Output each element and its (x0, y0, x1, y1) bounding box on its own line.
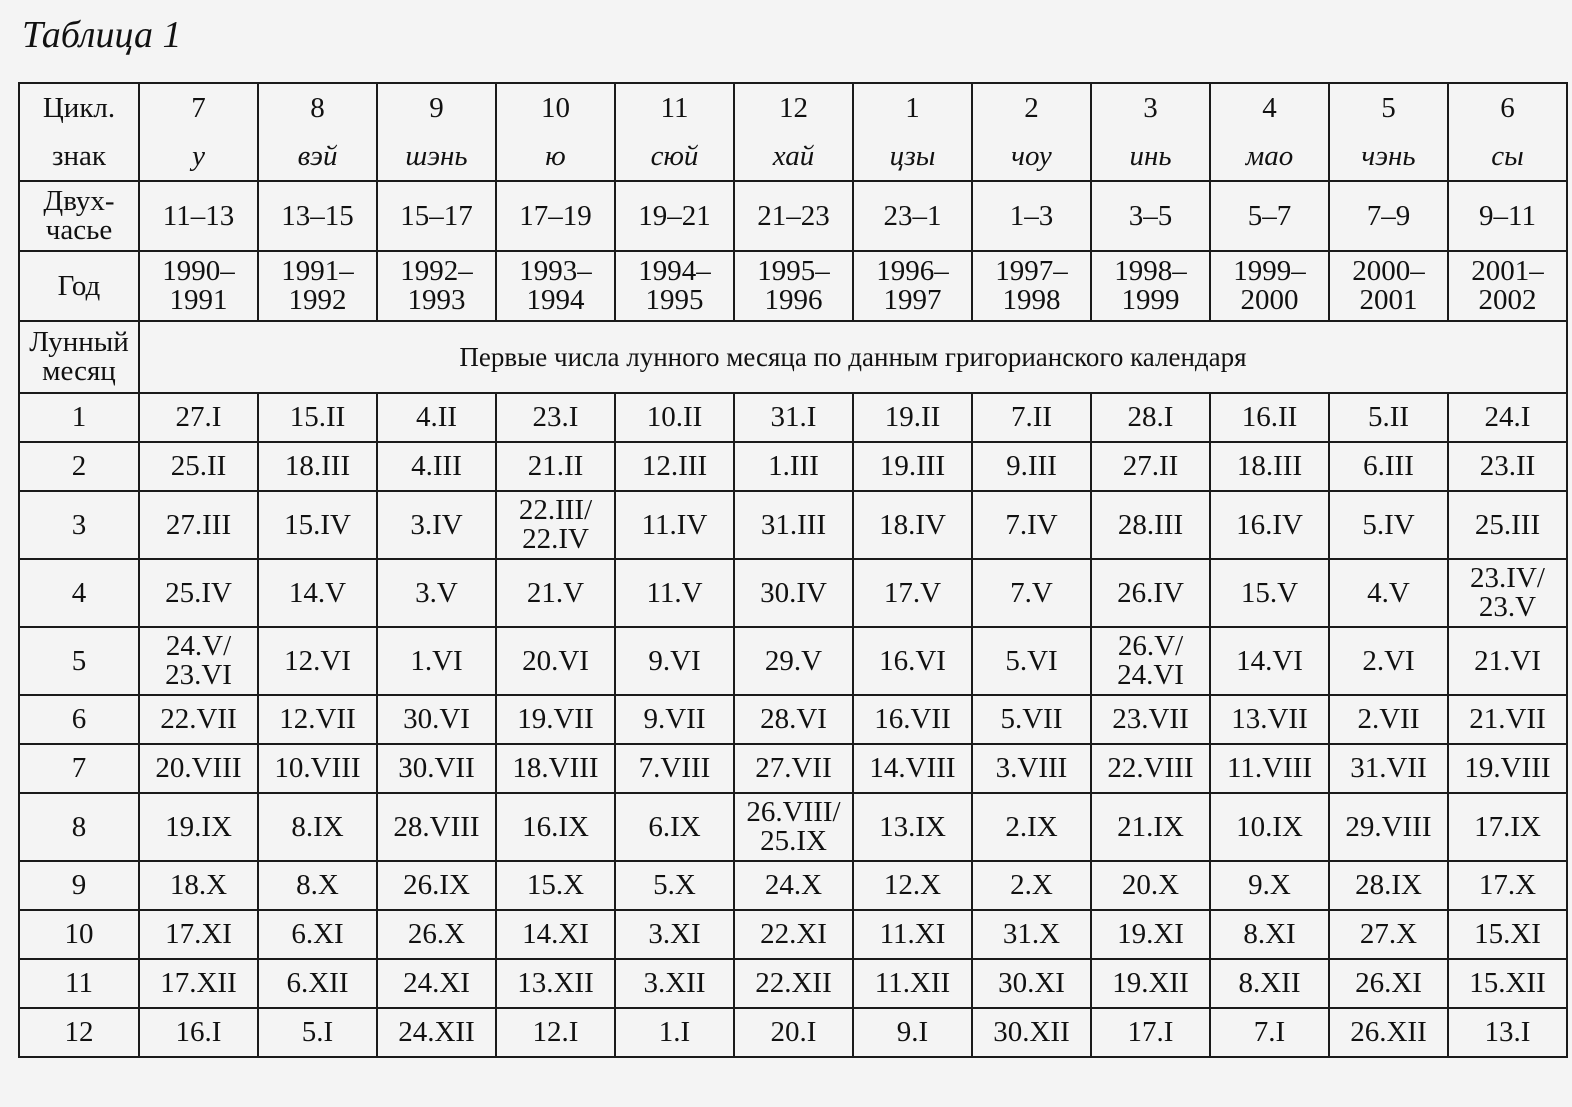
table-row (19, 491, 1567, 559)
year-cell (139, 251, 258, 321)
date-cell: 27.X (1329, 910, 1448, 959)
date-cell: 31.X (972, 910, 1091, 959)
date-cell: 21.VI (1448, 627, 1567, 695)
date-cell: 3.VIII (972, 744, 1091, 793)
date-cell: 13.I (1448, 1008, 1567, 1057)
date-cell: 18.X (139, 861, 258, 910)
cycle-number-cell: 10 (496, 83, 615, 132)
date-cell: 17.XI (139, 910, 258, 959)
date-cell: 6.XI (258, 910, 377, 959)
cycle-name-cell: чэнь (1329, 132, 1448, 181)
cycle-name-cell: мао (1210, 132, 1329, 181)
date-cell-part: 26.V/ (1117, 630, 1184, 662)
cycle-name-cell: чоу (972, 132, 1091, 181)
table-row (19, 861, 1567, 910)
table-row (19, 744, 1567, 793)
year-cell (258, 251, 377, 321)
table-caption: Таблица 1 (22, 14, 182, 56)
date-cell: 18.III (258, 442, 377, 491)
year-cell (1329, 251, 1448, 321)
year-cell (734, 251, 853, 321)
date-cell: 5.IV (1329, 491, 1448, 559)
date-cell: 30.VII (377, 744, 496, 793)
date-cell: 8.XII (1210, 959, 1329, 1008)
date-cell: 16.II (1210, 393, 1329, 442)
table-row (19, 695, 1567, 744)
hours-cell: 9–11 (1448, 181, 1567, 251)
month-number-cell: 5 (19, 627, 139, 695)
date-cell: 15.XII (1448, 959, 1567, 1008)
date-cell: 7.V (972, 559, 1091, 627)
date-cell: 30.XII (972, 1008, 1091, 1057)
date-cell: 19.VIII (1448, 744, 1567, 793)
month-number-cell: 2 (19, 442, 139, 491)
date-cell: 16.VI (853, 627, 972, 695)
month-number-cell: 9 (19, 861, 139, 910)
cycle-name-cell: шэнь (377, 132, 496, 181)
date-cell: 13.VII (1210, 695, 1329, 744)
date-cell: 14.VIII (853, 744, 972, 793)
date-cell: 21.II (496, 442, 615, 491)
date-cell: 2.VI (1329, 627, 1448, 695)
date-cell: 23.II (1448, 442, 1567, 491)
date-cell: 17.IX (1448, 793, 1567, 861)
year-row (19, 251, 1567, 321)
cycle-number-cell: 11 (615, 83, 734, 132)
cycle-number-cell: 1 (853, 83, 972, 132)
date-cell-part: 25.IX (760, 825, 827, 857)
year-cell-end: 1992 (288, 284, 347, 316)
year-cell-start: 1999– (1233, 255, 1306, 287)
date-cell: 28.VI (734, 695, 853, 744)
year-cell (377, 251, 496, 321)
cycle-name-cell: инь (1091, 132, 1210, 181)
date-cell: 5.VII (972, 695, 1091, 744)
month-section-row (19, 321, 1567, 393)
date-cell: 5.VI (972, 627, 1091, 695)
year-cell (1448, 251, 1567, 321)
month-section-title: Первые числа лунного месяца по данным григорианского календаря (139, 321, 1567, 393)
year-cell-end: 1996 (764, 284, 823, 316)
date-cell: 1.III (734, 442, 853, 491)
year-cell-end: 1999 (1121, 284, 1180, 316)
date-cell: 26.XI (1329, 959, 1448, 1008)
year-cell (496, 251, 615, 321)
month-header (19, 321, 139, 393)
date-cell (1448, 559, 1567, 627)
date-cell: 14.XI (496, 910, 615, 959)
year-cell-start: 1997– (995, 255, 1068, 287)
month-number-cell: 12 (19, 1008, 139, 1057)
month-number-cell: 8 (19, 793, 139, 861)
hours-cell: 21–23 (734, 181, 853, 251)
date-cell: 17.X (1448, 861, 1567, 910)
hours-cell: 7–9 (1329, 181, 1448, 251)
date-cell: 3.IV (377, 491, 496, 559)
date-cell-part: 23.VI (165, 659, 232, 691)
date-cell: 12.X (853, 861, 972, 910)
year-cell-start: 1998– (1114, 255, 1187, 287)
hours-cell: 1–3 (972, 181, 1091, 251)
date-cell: 31.III (734, 491, 853, 559)
date-cell: 22.XI (734, 910, 853, 959)
date-cell: 4.V (1329, 559, 1448, 627)
date-cell-part: 26.VIII/ (746, 796, 841, 828)
hours-cell: 17–19 (496, 181, 615, 251)
date-cell: 6.III (1329, 442, 1448, 491)
date-cell: 24.I (1448, 393, 1567, 442)
date-cell: 12.VI (258, 627, 377, 695)
date-cell: 9.I (853, 1008, 972, 1057)
cycle-number-cell: 9 (377, 83, 496, 132)
date-cell: 21.IX (1091, 793, 1210, 861)
year-cell-start: 1996– (876, 255, 949, 287)
date-cell: 19.III (853, 442, 972, 491)
date-cell: 26.X (377, 910, 496, 959)
date-cell (734, 793, 853, 861)
cycle-number-cell: 6 (1448, 83, 1567, 132)
date-cell: 2.X (972, 861, 1091, 910)
cycle-number-cell: 5 (1329, 83, 1448, 132)
date-cell: 24.X (734, 861, 853, 910)
date-cell: 29.VIII (1329, 793, 1448, 861)
date-cell: 7.IV (972, 491, 1091, 559)
date-cell: 9.VI (615, 627, 734, 695)
date-cell: 12.III (615, 442, 734, 491)
table-row (19, 393, 1567, 442)
date-cell-part: 22.III/ (518, 494, 593, 526)
date-cell: 12.I (496, 1008, 615, 1057)
date-cell: 28.VIII (377, 793, 496, 861)
hours-row (19, 181, 1567, 251)
date-cell: 25.IV (139, 559, 258, 627)
month-number-cell: 7 (19, 744, 139, 793)
date-cell: 28.I (1091, 393, 1210, 442)
date-cell: 16.I (139, 1008, 258, 1057)
date-cell: 31.I (734, 393, 853, 442)
date-cell: 2.VII (1329, 695, 1448, 744)
date-cell: 23.I (496, 393, 615, 442)
date-cell: 27.VII (734, 744, 853, 793)
cycle-number-cell: 12 (734, 83, 853, 132)
date-cell: 30.XI (972, 959, 1091, 1008)
date-cell: 7.I (1210, 1008, 1329, 1057)
date-cell-part: 23.IV/ (1470, 562, 1545, 594)
date-cell: 7.VIII (615, 744, 734, 793)
year-cell-start: 1991– (281, 255, 354, 287)
date-cell: 10.IX (1210, 793, 1329, 861)
date-cell: 22.VIII (1091, 744, 1210, 793)
cycle-number-cell: 4 (1210, 83, 1329, 132)
date-cell: 9.III (972, 442, 1091, 491)
year-cell-end: 1995 (645, 284, 704, 316)
year-cell-start: 1993– (519, 255, 592, 287)
date-cell: 15.V (1210, 559, 1329, 627)
date-cell: 26.XII (1329, 1008, 1448, 1057)
date-cell-part: 22.IV (522, 523, 589, 555)
date-cell: 5.II (1329, 393, 1448, 442)
date-cell: 14.VI (1210, 627, 1329, 695)
date-cell: 24.XII (377, 1008, 496, 1057)
date-cell: 29.V (734, 627, 853, 695)
date-cell: 21.VII (1448, 695, 1567, 744)
date-cell: 31.VII (1329, 744, 1448, 793)
date-cell: 5.I (258, 1008, 377, 1057)
cycle-number-cell: 2 (972, 83, 1091, 132)
month-number-cell: 4 (19, 559, 139, 627)
date-cell: 18.III (1210, 442, 1329, 491)
date-cell: 30.VI (377, 695, 496, 744)
year-cell (1210, 251, 1329, 321)
date-cell: 6.IX (615, 793, 734, 861)
cycle-name-cell: хай (734, 132, 853, 181)
date-cell: 18.VIII (496, 744, 615, 793)
table-row (19, 793, 1567, 861)
date-cell: 1.VI (377, 627, 496, 695)
hours-header (19, 181, 139, 251)
year-cell-start: 2000– (1352, 255, 1425, 287)
year-cell-end: 1993 (407, 284, 466, 316)
date-cell: 17.I (1091, 1008, 1210, 1057)
date-cell: 10.II (615, 393, 734, 442)
date-cell: 11.IV (615, 491, 734, 559)
date-cell: 15.IV (258, 491, 377, 559)
cycle-header-line1: Цикл. (19, 83, 139, 132)
date-cell: 9.VII (615, 695, 734, 744)
date-cell: 1.I (615, 1008, 734, 1057)
year-cell-end: 1991 (169, 284, 228, 316)
table-row (19, 1008, 1567, 1057)
month-number-cell: 10 (19, 910, 139, 959)
date-cell: 8.X (258, 861, 377, 910)
year-cell-end: 1997 (883, 284, 942, 316)
year-cell-start: 1992– (400, 255, 473, 287)
date-cell: 15.II (258, 393, 377, 442)
date-cell: 27.III (139, 491, 258, 559)
date-cell: 3.XI (615, 910, 734, 959)
year-cell-start: 1994– (638, 255, 711, 287)
hours-cell: 19–21 (615, 181, 734, 251)
date-cell (139, 627, 258, 695)
date-cell: 15.X (496, 861, 615, 910)
date-cell: 7.II (972, 393, 1091, 442)
date-cell: 17.V (853, 559, 972, 627)
date-cell: 24.XI (377, 959, 496, 1008)
date-cell: 22.VII (139, 695, 258, 744)
date-cell: 30.IV (734, 559, 853, 627)
date-cell: 6.XII (258, 959, 377, 1008)
date-cell: 26.IX (377, 861, 496, 910)
hours-header-line2: часье (45, 214, 113, 246)
hours-cell: 11–13 (139, 181, 258, 251)
month-number-cell: 1 (19, 393, 139, 442)
date-cell: 20.X (1091, 861, 1210, 910)
date-cell: 27.II (1091, 442, 1210, 491)
date-cell: 8.IX (258, 793, 377, 861)
date-cell: 19.VII (496, 695, 615, 744)
cycle-header-line2: знак (19, 132, 139, 181)
year-cell-end: 2000 (1240, 284, 1299, 316)
month-number-cell: 6 (19, 695, 139, 744)
year-cell-start: 1990– (162, 255, 235, 287)
table-row (19, 959, 1567, 1008)
year-cell-start: 2001– (1471, 255, 1544, 287)
date-cell: 11.XI (853, 910, 972, 959)
year-cell (853, 251, 972, 321)
date-cell: 4.III (377, 442, 496, 491)
date-cell (1091, 627, 1210, 695)
date-cell: 19.XII (1091, 959, 1210, 1008)
date-cell: 18.IV (853, 491, 972, 559)
year-header: Год (19, 251, 139, 321)
month-header-line2: месяц (42, 355, 116, 387)
table-body (19, 83, 1567, 1057)
hours-cell: 5–7 (1210, 181, 1329, 251)
date-cell: 17.XII (139, 959, 258, 1008)
cycle-name-cell: у (139, 132, 258, 181)
date-cell: 16.IX (496, 793, 615, 861)
date-cell: 11.V (615, 559, 734, 627)
date-cell: 15.XI (1448, 910, 1567, 959)
cycle-number-cell: 8 (258, 83, 377, 132)
date-cell: 20.VIII (139, 744, 258, 793)
year-cell-end: 2002 (1478, 284, 1537, 316)
month-header-line1: Лунный (29, 326, 129, 358)
date-cell: 9.X (1210, 861, 1329, 910)
date-cell-part: 24.V/ (165, 630, 232, 662)
month-number-cell: 3 (19, 491, 139, 559)
date-cell: 27.I (139, 393, 258, 442)
date-cell: 4.II (377, 393, 496, 442)
date-cell (496, 491, 615, 559)
year-cell (1091, 251, 1210, 321)
date-cell: 3.V (377, 559, 496, 627)
date-cell: 13.XII (496, 959, 615, 1008)
table-row (19, 910, 1567, 959)
cycle-number-cell: 7 (139, 83, 258, 132)
date-cell: 20.I (734, 1008, 853, 1057)
date-cell: 12.VII (258, 695, 377, 744)
date-cell: 26.IV (1091, 559, 1210, 627)
year-cell-end: 1994 (526, 284, 585, 316)
lunar-calendar-table (18, 82, 1568, 1058)
cycle-name-cell: сюй (615, 132, 734, 181)
hours-cell: 13–15 (258, 181, 377, 251)
date-cell: 19.XI (1091, 910, 1210, 959)
hours-cell: 15–17 (377, 181, 496, 251)
date-cell: 16.IV (1210, 491, 1329, 559)
date-cell: 8.XI (1210, 910, 1329, 959)
year-cell-end: 1998 (1002, 284, 1061, 316)
year-cell (972, 251, 1091, 321)
date-cell: 3.XII (615, 959, 734, 1008)
year-cell-end: 2001 (1359, 284, 1418, 316)
date-cell: 13.IX (853, 793, 972, 861)
hours-cell: 3–5 (1091, 181, 1210, 251)
date-cell-part: 23.V (1478, 591, 1537, 623)
hours-cell: 23–1 (853, 181, 972, 251)
date-cell: 23.VII (1091, 695, 1210, 744)
date-cell: 28.III (1091, 491, 1210, 559)
date-cell: 16.VII (853, 695, 972, 744)
date-cell: 2.IX (972, 793, 1091, 861)
cycle-name-cell: ю (496, 132, 615, 181)
date-cell: 28.IX (1329, 861, 1448, 910)
date-cell-part: 24.VI (1117, 659, 1184, 691)
cycle-number-cell: 3 (1091, 83, 1210, 132)
date-cell: 11.VIII (1210, 744, 1329, 793)
date-cell: 19.II (853, 393, 972, 442)
table-row (19, 627, 1567, 695)
date-cell: 5.X (615, 861, 734, 910)
cycle-number-row (19, 83, 1567, 132)
table-row (19, 559, 1567, 627)
date-cell: 20.VI (496, 627, 615, 695)
year-cell-start: 1995– (757, 255, 830, 287)
table-row (19, 442, 1567, 491)
date-cell: 19.IX (139, 793, 258, 861)
date-cell: 10.VIII (258, 744, 377, 793)
date-cell: 14.V (258, 559, 377, 627)
cycle-name-cell: цзы (853, 132, 972, 181)
cycle-name-cell: сы (1448, 132, 1567, 181)
cycle-name-cell: вэй (258, 132, 377, 181)
date-cell: 22.XII (734, 959, 853, 1008)
date-cell: 25.II (139, 442, 258, 491)
date-cell: 21.V (496, 559, 615, 627)
date-cell: 11.XII (853, 959, 972, 1008)
cycle-name-row (19, 132, 1567, 181)
year-cell (615, 251, 734, 321)
month-number-cell: 11 (19, 959, 139, 1008)
date-cell: 25.III (1448, 491, 1567, 559)
hours-header-line1: Двух- (43, 185, 115, 217)
